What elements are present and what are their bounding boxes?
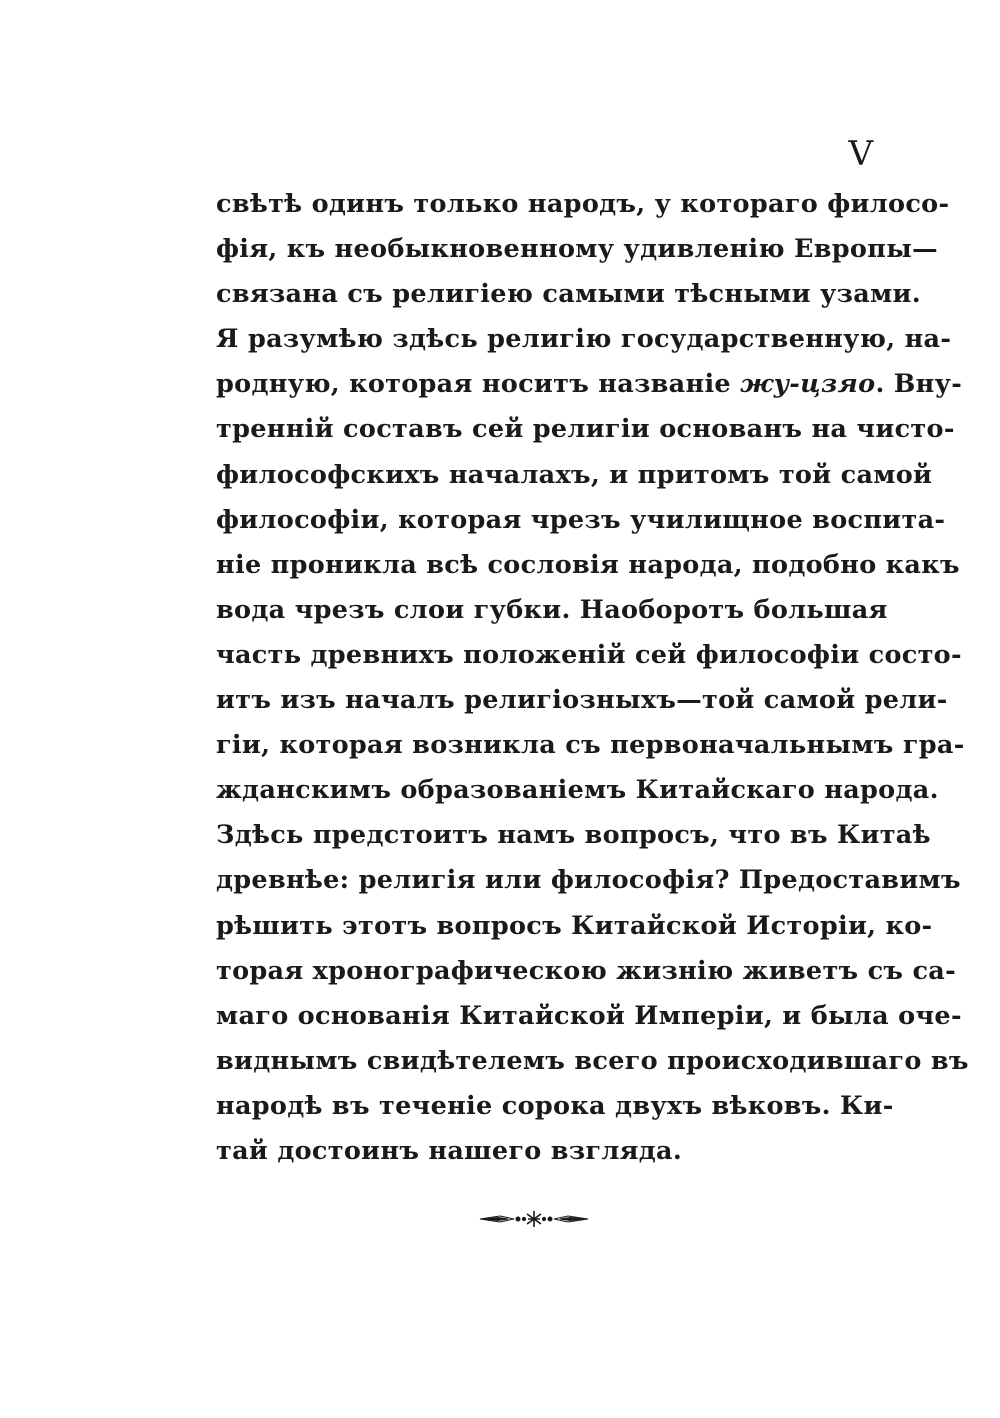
text-line: маго основанія Китайской Имперіи, и была оче- [216, 1000, 962, 1031]
text-line: философскихъ началахъ, и притомъ той самой [216, 459, 933, 490]
text-line: часть древнихъ положеній сей философіи состо- [216, 639, 962, 670]
text-line: гіи, которая возникла съ первоначальнымъ гра- [216, 730, 965, 761]
text-line: торая хронографическою жизнію живетъ съ са- [216, 955, 956, 986]
body-text [216, 182, 969, 1174]
text-line: жданскимъ образованіемъ Китайскаго народа. [216, 775, 939, 806]
text-line: виднымъ свидѣтелемъ всего происходившаго въ [216, 1045, 969, 1076]
text-line: философіи, которая чрезъ училищное воспита- [216, 504, 946, 535]
text-line: народѣ въ теченіе сорока двухъ вѣковъ. Ки- [216, 1090, 894, 1121]
text-line: вода чрезъ слои губки. Наоборотъ большая [216, 594, 888, 625]
text-line: итъ изъ началъ религіозныхъ—той самой рели- [216, 685, 948, 716]
text-line: ніе проникла всѣ сословія народа, подобно какъ [216, 549, 960, 580]
text-line: родную, которая носитъ названіе жу-цзяо. Вну- [216, 369, 963, 400]
italic-term: жу-цзяо [740, 369, 876, 400]
text-line: рѣшить этотъ вопросъ Китайской Исторіи, ко- [216, 910, 933, 941]
text-line: Здѣсь предстоитъ намъ вопросъ, что въ Китаѣ [216, 820, 931, 851]
text-line: фія, къ необыкновенному удивленію Европы— [216, 234, 938, 265]
text-line: Я разумѣю здѣсь религію государственную, на- [216, 324, 952, 355]
decorative-tailpiece-icon [478, 1208, 590, 1230]
text-line: связана съ религіею самыми тѣсными узами. [216, 279, 921, 310]
text-line-final: тай достоинъ нашего взгляда. [216, 1135, 683, 1166]
text-line: древнѣе: религія или философія? Предоставимъ [216, 865, 961, 896]
text-line: тренній составъ сей религіи основанъ на чисто- [216, 414, 955, 445]
page-number: V [848, 134, 874, 174]
text-line: свѣтѣ одинъ только народъ, у котораго филосо- [216, 189, 950, 219]
